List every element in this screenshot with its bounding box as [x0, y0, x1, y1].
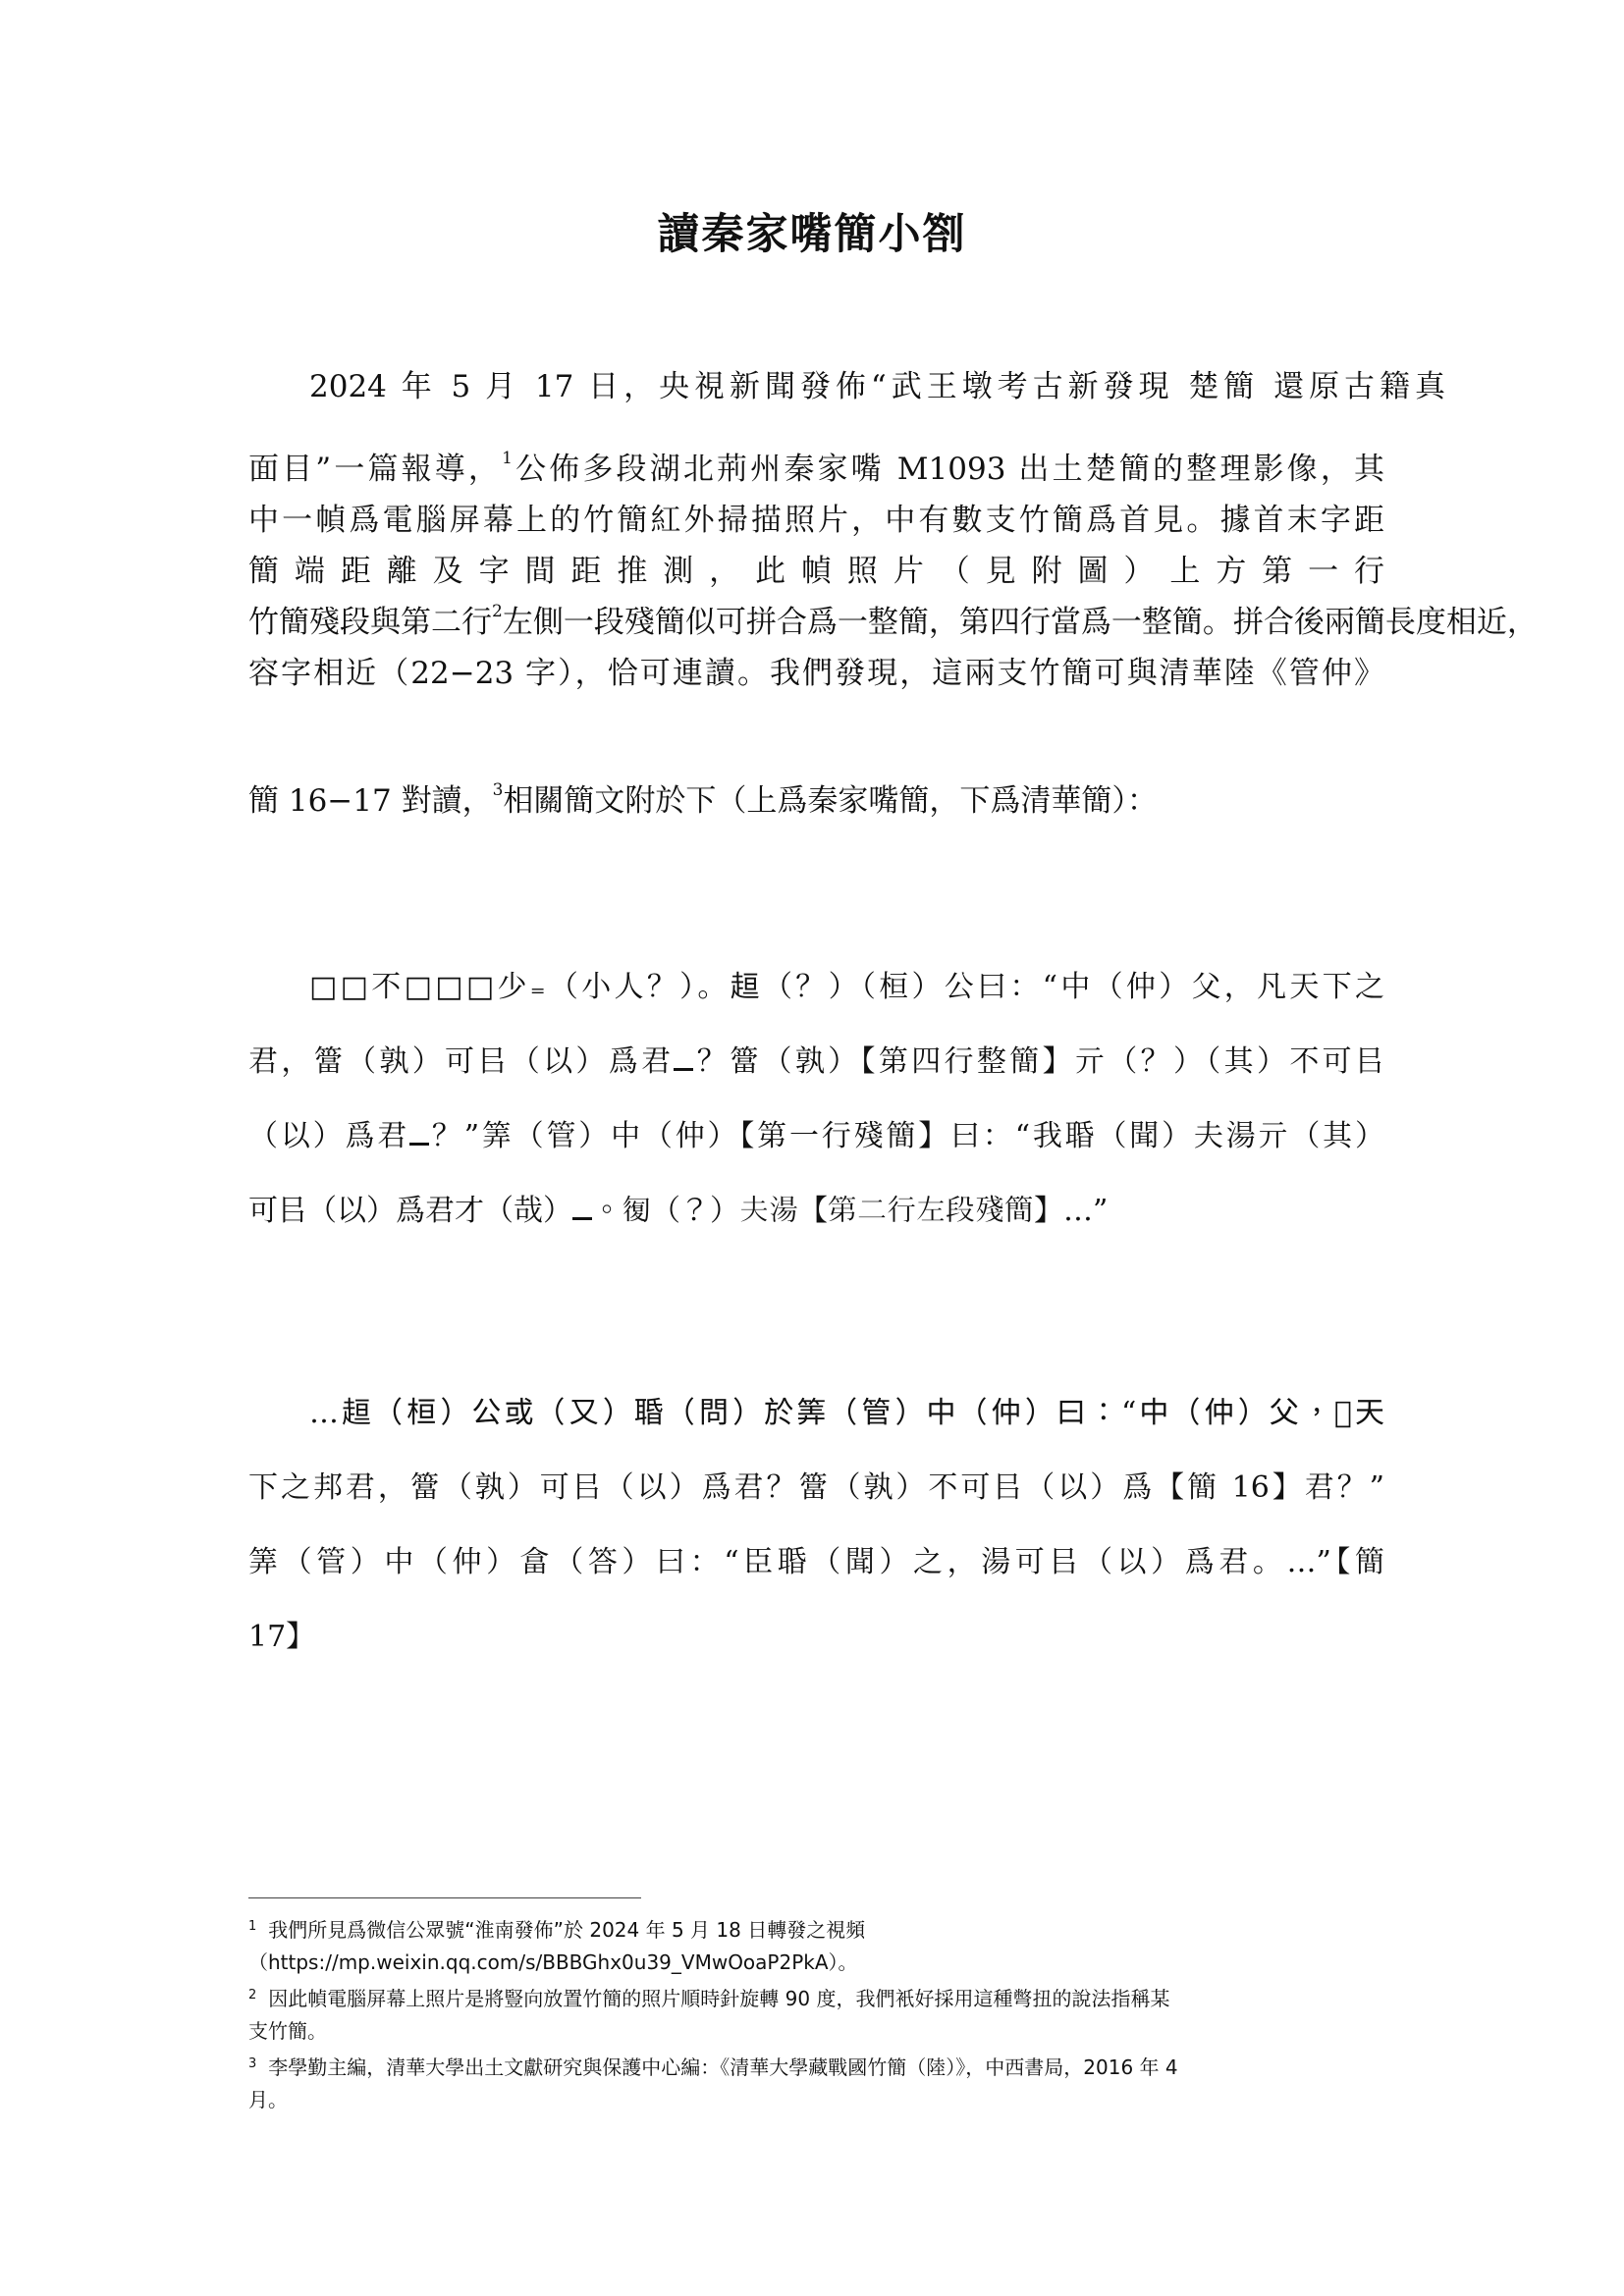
quote2-line-3: 筭（管）中（仲）畣（答）曰：“臣䎽（聞）之，湯可㠯（以）爲君。…”【簡	[248, 1545, 1384, 1579]
footnote-divider	[248, 1897, 641, 1898]
quote2-line-4: 17】	[248, 1620, 316, 1654]
intro-line-2: 面目”一篇報導，$^1$公佈多段湖北荊州秦家嘴 M1093 出土楚簡的整理影像，其	[248, 449, 1384, 487]
qinjiazui-slip-text	[248, 950, 1384, 1249]
intro-line-6: 容字相近（22−23 字），恰可連讀。我們發現，這兩支竹簡可與清華陸《管仲》	[248, 656, 1384, 691]
quote1-line-1: □□不□□□少₌（小人？）。𧻚（？）（桓）公曰：“中（仲）父，凡天下之	[309, 970, 1384, 1004]
quote2-line-1: …𧻚（桓）公或（又）䎽（問）於筭（管）中（仲）曰：“中（仲）父，𦖞天	[309, 1396, 1384, 1430]
footnote-ref-2[interactable]: 2	[492, 602, 503, 621]
repetition-mark	[674, 1048, 693, 1071]
footnote-ref-3[interactable]: 3	[492, 780, 504, 800]
intro-line-4: 簡端距離及字間距推測，此幀照片（見附圖）上方第一行	[248, 554, 1384, 589]
page-title: 讀秦家嘴簡小劄	[657, 210, 967, 259]
tsinghua-slip-text	[248, 1376, 1384, 1675]
quote1-line-3: （以）爲君 ？”筭（管）中（仲）【第一行殘簡】曰：“我䎽（聞）夫湯亓（其）	[248, 1119, 1384, 1153]
repetition-mark	[409, 1123, 429, 1146]
footnote-1: $^1$ 我們所見爲微信公眾號“淮南發佈”於 2024 年 5 月 18 日轉發之視頻 （https://mp.weixin.qq.com/s/BBBGhx0u39_VMwOoaP2PkA）。	[248, 1910, 1384, 1979]
repetition-mark	[572, 1198, 592, 1220]
footnote-ref-1[interactable]: 1	[502, 449, 513, 468]
quote2-line-2: 下之邦君，簹（孰）可㠯（以）爲君？簹（孰）不可㠯（以）爲【簡 16】君？”	[248, 1470, 1384, 1505]
intro-line-5: 竹簡殘段與第二行$^2$左側一段殘簡似可拼合爲一整簡，第四行當爲一整簡。拼合後兩簡長度相近，	[248, 602, 1538, 640]
rare-glyph: 𦖞	[1333, 1396, 1355, 1430]
intro-line-7: 簡 16−17 對讀，$^3$相關簡文附於下（上爲秦家嘴簡，下爲清華簡）：	[248, 780, 1158, 819]
quote1-line-4: 可㠯（以）爲君才（哉） 。𠣾（？）夫湯【第二行左段殘簡】…”	[248, 1194, 1109, 1228]
quote1-line-2: 君，簹（孰）可㠯（以）爲君 ？簹（孰）【第四行整簡】亓（？）（其）不可㠯	[248, 1044, 1385, 1079]
footnotes	[248, 1910, 1384, 2116]
intro-line-1: 2024 年 5 月 17 日，央視新聞發佈“武王墩考古新發現 楚簡 還原古籍真	[309, 369, 1445, 404]
footnote-2: $^2$ 因此幀電腦屏幕上照片是將豎向放置竹簡的照片順時針旋轉 90 度，我們衹好採用這種彆扭的說法指稱某 支竹簡。	[248, 1987, 1170, 2043]
rare-glyph: 𠣾	[622, 1194, 651, 1228]
intro-line-3: 中一幀爲電腦屏幕上的竹簡紅外掃描照片，中有數支竹簡爲首見。據首末字距	[248, 503, 1384, 538]
footnote-link[interactable]: （https://mp.weixin.qq.com/s/BBBGhx0u39_VMwOoaP2PkA）。	[248, 1950, 858, 1974]
footnote-3: $^3$ 李學勤主編，清華大學出土文獻研究與保護中心編：《清華大學藏戰國竹簡（陸）》，中西書局，2016 年 4 月。	[248, 2056, 1178, 2111]
